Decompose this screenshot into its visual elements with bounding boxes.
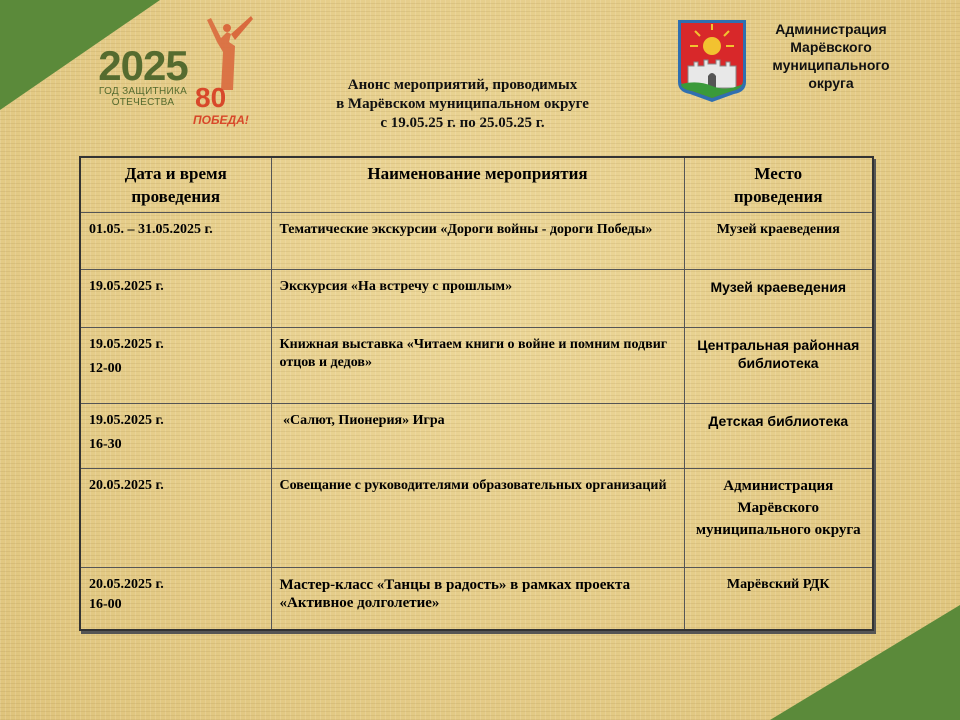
table-row <box>80 469 873 568</box>
event-time: 12-00 <box>89 361 122 376</box>
coat-of-arms-icon <box>678 20 746 102</box>
victory-80-word: ПОБЕДА! <box>193 113 249 127</box>
administration-name <box>752 20 910 92</box>
event-name: Мастер-класс «Танцы в радость» в рамках проекта «Активное долголетие» <box>271 568 684 630</box>
table-row <box>80 404 873 469</box>
table-row <box>80 568 873 630</box>
event-place: Администрация Марёвского муниципального округа <box>684 469 873 568</box>
event-place: Музей краеведения <box>684 270 873 328</box>
logo-subtitle-line1: ГОД ЗАЩИТНИКА <box>98 86 188 97</box>
announcement-title <box>290 76 635 133</box>
header-date-line-1: Дата и время <box>124 164 227 183</box>
victory-80-number: 80 <box>195 82 227 113</box>
announcement-line-2: в Марёвском муниципальном округе <box>336 96 589 112</box>
event-date: 20.05.2025 г. <box>89 478 164 493</box>
announcement-line-1: Анонс мероприятий, проводимых <box>347 77 578 93</box>
victory-80-logo <box>193 12 259 127</box>
event-date-cell <box>80 328 271 404</box>
event-name: Тематические экскурсии «Дороги войны - дороги Победы» <box>271 213 684 270</box>
event-name: «Салют, Пионерия» Игра <box>271 404 684 469</box>
event-name: Книжная выставка «Читаем книги о войне и помним подвиг отцов и дедов» <box>271 328 684 404</box>
header-place-line-1: Место <box>754 164 803 183</box>
event-place: Детская библиотека <box>684 404 873 469</box>
motherland-statue-icon <box>193 12 259 92</box>
event-time: 16-30 <box>89 437 122 452</box>
administration-line-1: Администрация <box>775 21 887 37</box>
logo-subtitle-line2: ОТЕЧЕСТВА <box>111 97 175 108</box>
year-of-defender-logo <box>98 42 188 108</box>
event-place: Марёвский РДК <box>684 568 873 630</box>
table-row <box>80 270 873 328</box>
event-name: Совещание с руководителями образовательных организаций <box>271 469 684 568</box>
administration-line-4: округа <box>808 75 854 91</box>
header-date-line-2: проведения <box>131 187 221 206</box>
event-date: 19.05.2025 г. <box>89 337 164 352</box>
table-header-row <box>80 157 873 213</box>
event-place: Центральная районная библиотека <box>684 328 873 404</box>
event-date-cell <box>80 270 271 328</box>
event-date: 19.05.2025 г. <box>89 279 164 294</box>
administration-line-3: муниципального <box>772 57 890 73</box>
event-time: 16-00 <box>89 597 122 612</box>
announcement-line-3: с 19.05.25 г. по 25.05.25 г. <box>380 115 545 131</box>
event-name: Экскурсия «На встречу с прошлым» <box>271 270 684 328</box>
header-place-line-2: проведения <box>733 187 823 206</box>
header-place <box>684 157 873 213</box>
header-date <box>80 157 271 213</box>
event-date: 20.05.2025 г. <box>89 577 164 592</box>
event-place: Музей краеведения <box>684 213 873 270</box>
logo-year-text: 2025 <box>98 42 188 89</box>
event-date-cell <box>80 213 271 270</box>
table-row <box>80 213 873 270</box>
table-row <box>80 328 873 404</box>
event-date: 19.05.2025 г. <box>89 413 164 428</box>
event-date-cell <box>80 469 271 568</box>
event-date-cell <box>80 568 271 630</box>
administration-line-2: Марёвского <box>790 39 872 55</box>
event-date: 01.05. – 31.05.2025 г. <box>89 222 213 237</box>
events-table <box>79 156 874 631</box>
header-name: Наименование мероприятия <box>271 157 684 213</box>
event-date-cell <box>80 404 271 469</box>
